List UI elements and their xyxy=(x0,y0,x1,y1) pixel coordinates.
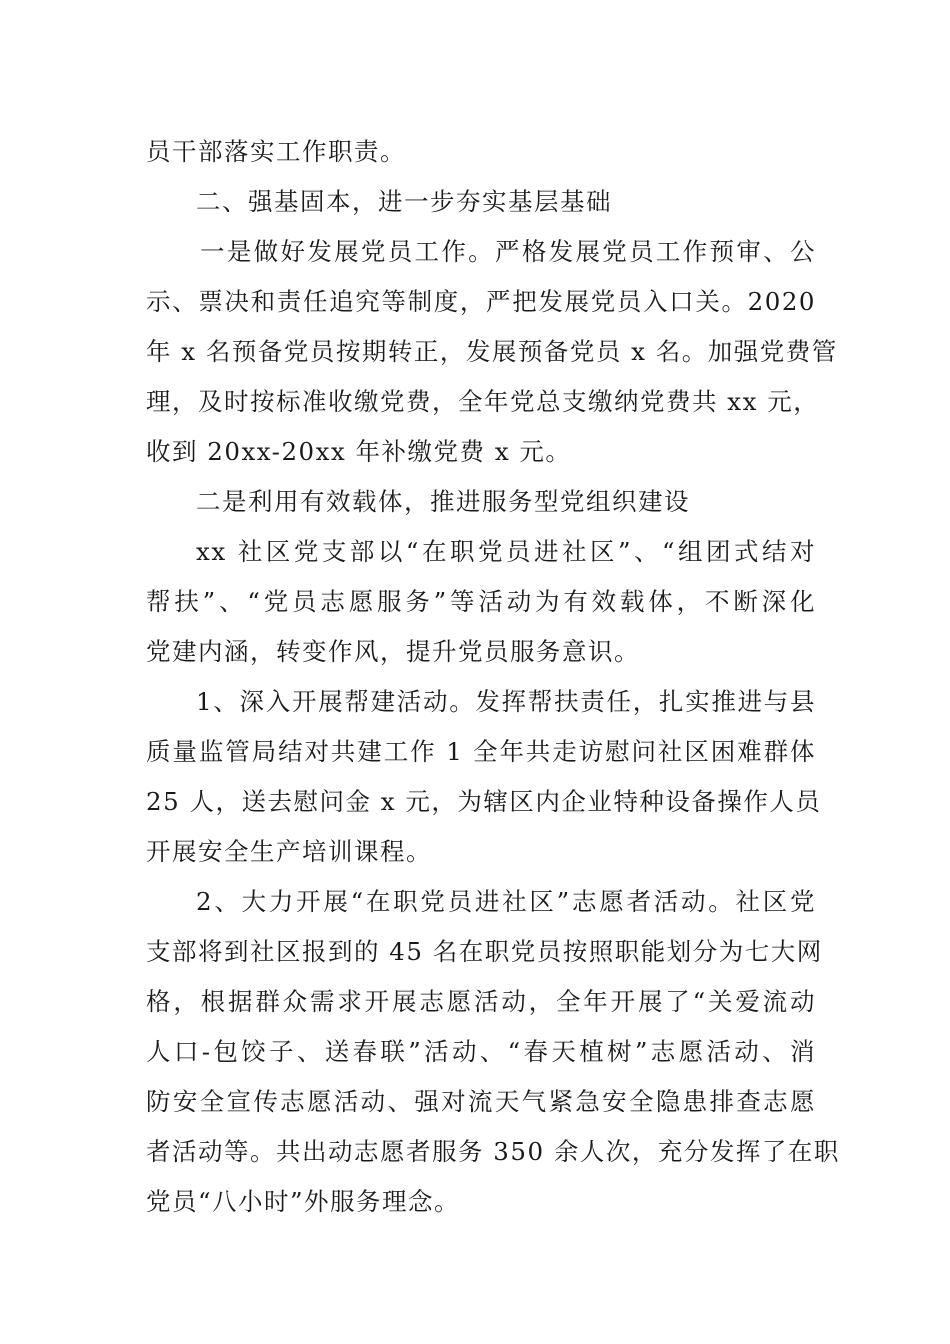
text-line: 格，根据群众需求开展志愿活动，全年开展了“关爱流动 xyxy=(146,987,816,1016)
text-line: 开展安全生产培训课程。 xyxy=(146,837,432,866)
text-line: 党建内涵，转变作风，提升党员服务意识。 xyxy=(146,637,640,666)
text-line: 党员“八小时”外服务理念。 xyxy=(146,1187,461,1216)
text-line: 质量监管局结对共建工作 1 全年共走访慰问社区困难群体 xyxy=(146,737,816,766)
text-line: 1、深入开展帮建活动。发挥帮扶责任，扎实推进与县 xyxy=(196,687,816,716)
text-line: xx 社区党支部以“在职党员进社区”、“组团式结对 xyxy=(196,537,816,566)
text-line: 2、大力开展“在职党员进社区”志愿者活动。社区党 xyxy=(196,887,816,916)
text-line: 人口-包饺子、送春联”活动、“春天植树”志愿活动、消 xyxy=(146,1037,816,1066)
text-line: 收到 20xx-20xx 年补缴党费 x 元。 xyxy=(146,437,572,466)
text-line: 防安全宣传志愿活动、强对流天气紧急安全隐患排查志愿 xyxy=(146,1087,816,1116)
section-heading: 二、强基固本，进一步夯实基层基础 xyxy=(196,187,612,216)
text-line: 25 人，送去慰问金 x 元，为辖区内企业特种设备操作人员 xyxy=(146,787,822,816)
text-line: 员干部落实工作职责。 xyxy=(146,137,406,166)
text-line: 帮扶”、“党员志愿服务”等活动为有效载体，不断深化 xyxy=(146,587,816,616)
text-line: 一是做好发展党员工作。严格发展党员工作预审、公 xyxy=(200,237,816,266)
text-line: 支部将到社区报到的 45 名在职党员按照职能划分为七大网 xyxy=(146,937,823,966)
subsection-heading: 二是利用有效载体，推进服务型党组织建设 xyxy=(196,487,690,516)
text-line: 理，及时按标准收缴党费，全年党总支缴纳党费共 xx 元， xyxy=(146,387,820,416)
text-line: 者活动等。共出动志愿者服务 350 余人次，充分发挥了在职 xyxy=(146,1137,840,1166)
text-line: 示、票决和责任追究等制度，严把发展党员入口关。2020 xyxy=(146,287,816,316)
text-line: 年 x 名预备党员按期转正，发展预备党员 x 名。加强党费管 xyxy=(146,337,838,366)
